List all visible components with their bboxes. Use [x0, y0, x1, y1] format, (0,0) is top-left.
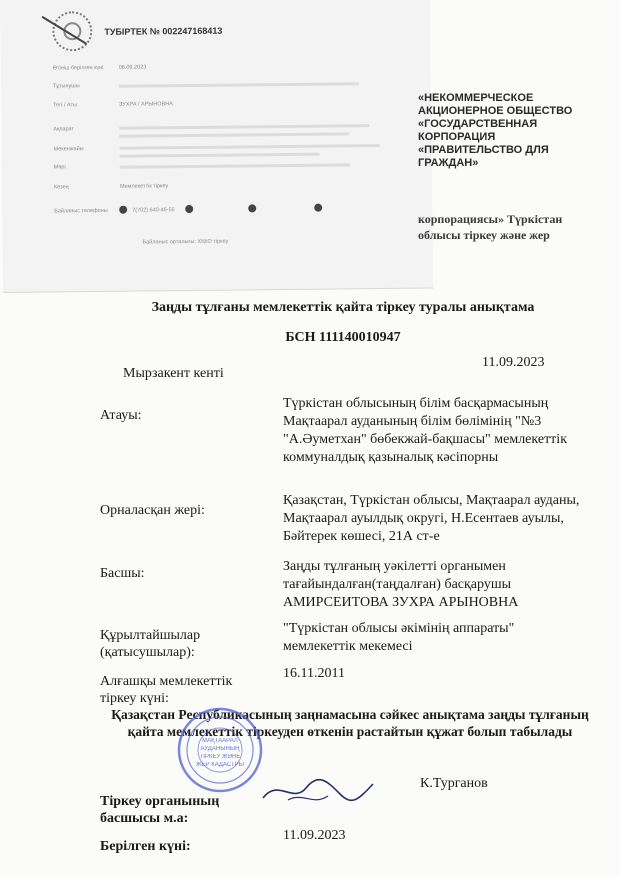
svg-text:ТІРКЕУ ЖӘНЕ: ТІРКЕУ ЖӘНЕ: [199, 754, 241, 760]
receipt-row-value: 06.09.2023: [118, 64, 147, 71]
receipt-row-value: ЗУХРА / АРЫНОВНА: [119, 101, 173, 108]
state-emblem-icon: [52, 11, 92, 51]
receipt-row-line: [120, 163, 350, 168]
registrar-name: К.Турганов: [420, 776, 488, 791]
registrar-label: Тіркеу органының басшысы м.а:: [100, 794, 220, 826]
receipt-row-line: [119, 82, 359, 88]
document-title: Заңды тұлғаны мемлекеттік қайта тіркеу туралы анықтама: [151, 300, 535, 315]
location-value: Қазақстан, Түркістан облысы, Мақтаарал ауданы, Мақтаарал ауылдық округі, Н.Есентаев ауылы, Бәйтерек көшесі, 21А ст-е: [283, 493, 580, 544]
receipt-row-line: [119, 132, 349, 137]
receipt-row-value: Мемлекеттік тіркеу: [119, 183, 169, 190]
issue-date: 11.09.2023: [482, 355, 545, 370]
legal-statement: Қазақстан Республикасының заңнамасына сәйкес анықтама заңды тұлғаның қайта мемлекеттік тіркеуден өткенін растайтын құжат болып табылады: [111, 707, 589, 739]
receipt-row-line: [119, 124, 369, 130]
signature: [258, 770, 378, 810]
founders-label: Құрылтайшылар (қатысушылар):: [100, 628, 201, 660]
name-value: Түркістан облысының білім басқармасының Мақтаарал ауданының білім бөлімінің "№3 "А.Әуметхан" бөбекжай-бақшасы" мемлекеттік коммуналдық қазыналық кәсіпорны: [283, 396, 567, 465]
first-registration-label: Алғашқы мемлекеттік тіркеу күні:: [100, 674, 233, 706]
receipt-row-label: Кезең: [53, 184, 69, 191]
svg-text:АУДАНЫНЫҢ: АУДАНЫНЫҢ: [200, 746, 240, 752]
svg-text:ЖЕР КАДАСТРЫ: ЖЕР КАДАСТРЫ: [196, 762, 244, 768]
social-icon: [314, 204, 322, 212]
phone-icon: [119, 206, 127, 214]
receipt-row-label: Ақпарат: [53, 126, 75, 133]
location-label: Орналасқан жері:: [100, 503, 205, 518]
receipt-footer: Байланыс орталығы: ХҚКО тіркеу: [142, 238, 229, 246]
svg-text:МАҚТААРАЛ: МАҚТААРАЛ: [202, 738, 238, 744]
corporation-kaz-text: корпорациясы» Түркістан облысы тіркеу және жер: [418, 212, 563, 242]
receipt-row-label: Мекенжайы: [53, 146, 84, 153]
receipt-row-label: Өтініш берілген күні: [52, 64, 104, 72]
issue-place: Мырзакент кенті: [123, 366, 224, 381]
name-label: Атауы:: [100, 408, 142, 423]
head-value: Заңды тұлғаның уәкілетті органымен тағайындалған(таңдалған) басқарушы АМИРСЕИТОВА ЗУХРА АРЫНОВНА: [283, 559, 519, 610]
receipt-phone: 7(702) 640-46-55: [132, 207, 175, 214]
corporation-name: «НЕКОММЕРЧЕСКОЕ АКЦИОНЕРНОЕ ОБЩЕСТВО «ГОСУДАРСТВЕННАЯ КОРПОРАЦИЯ «ПРАВИТЕЛЬСТВО ДЛЯ ГРАЖДАН»: [418, 92, 573, 169]
bsn-number: БСН 111140010947: [285, 330, 401, 345]
issued-label: Берілген күні:: [100, 839, 191, 854]
first-registration-value: 16.11.2011: [283, 666, 345, 681]
receipt-row-label: Тұтынушы: [52, 83, 80, 90]
receipt-row-line: [120, 144, 380, 150]
social-icon: [185, 205, 193, 213]
receipt-row-line: [120, 153, 320, 158]
receipt-row-label: Тегі / Аты: [53, 102, 78, 109]
receipt-row-label: Байланыс телефоны: [54, 207, 108, 215]
receipt-sheet: [0, 0, 433, 293]
head-label: Басшы:: [100, 566, 145, 581]
receipt-row-label: Мөрі: [53, 164, 66, 171]
receipt-number: ТУБІРТЕК № 002247168413: [104, 25, 223, 37]
issued-date: 11.09.2023: [283, 828, 346, 843]
social-icon: [248, 204, 256, 212]
founders-value: "Түркістан облысы әкімінің аппараты" мемлекеттік мекемесі: [283, 621, 515, 654]
registration-stamp: [176, 706, 264, 794]
